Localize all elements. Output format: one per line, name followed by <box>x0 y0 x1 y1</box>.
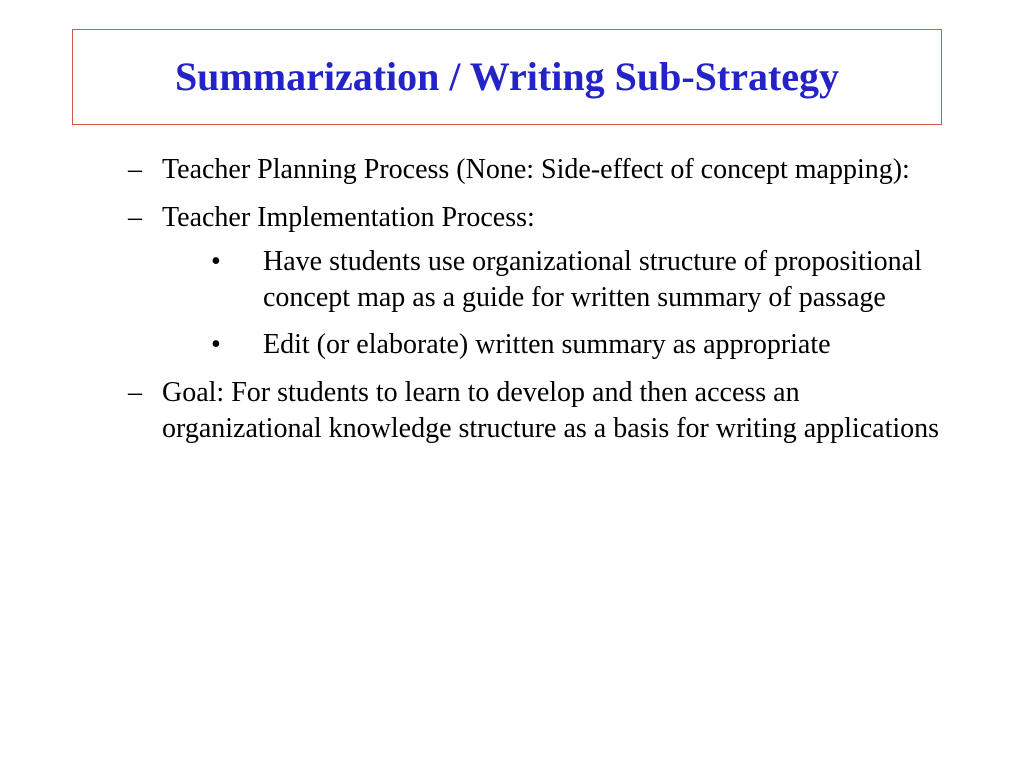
sub-list-item-text: Edit (or elaborate) written summary as appropriate <box>263 329 831 360</box>
list-item-implementation-process <box>124 200 954 363</box>
list-item-text: Teacher Implementation Process: <box>162 202 535 233</box>
slide-title: Summarization / Writing Sub-Strategy <box>174 54 840 99</box>
title-box <box>72 29 942 125</box>
list-item-goal <box>124 375 954 447</box>
list-item-planning-process <box>124 152 954 188</box>
slide-body <box>124 152 954 459</box>
sub-list-item-organizational-structure <box>162 244 954 316</box>
sub-list <box>162 244 954 363</box>
list-item-text: Teacher Planning Process (None: Side-effect of concept mapping): <box>162 154 910 185</box>
dash-marker: – <box>128 154 142 185</box>
sub-list-item-edit-summary <box>162 327 954 363</box>
list-item-text: Goal: For students to learn to develop and then access an organizational knowledge structure as a basis for writing applications <box>162 377 940 444</box>
sub-list-item-text: Have students use organizational structure of propositional concept map as a guide for written summary of passage <box>263 246 922 313</box>
dash-marker: – <box>128 202 142 233</box>
dash-marker: – <box>128 377 142 408</box>
bullet-marker: • <box>211 246 221 277</box>
bullet-marker: • <box>211 329 221 360</box>
